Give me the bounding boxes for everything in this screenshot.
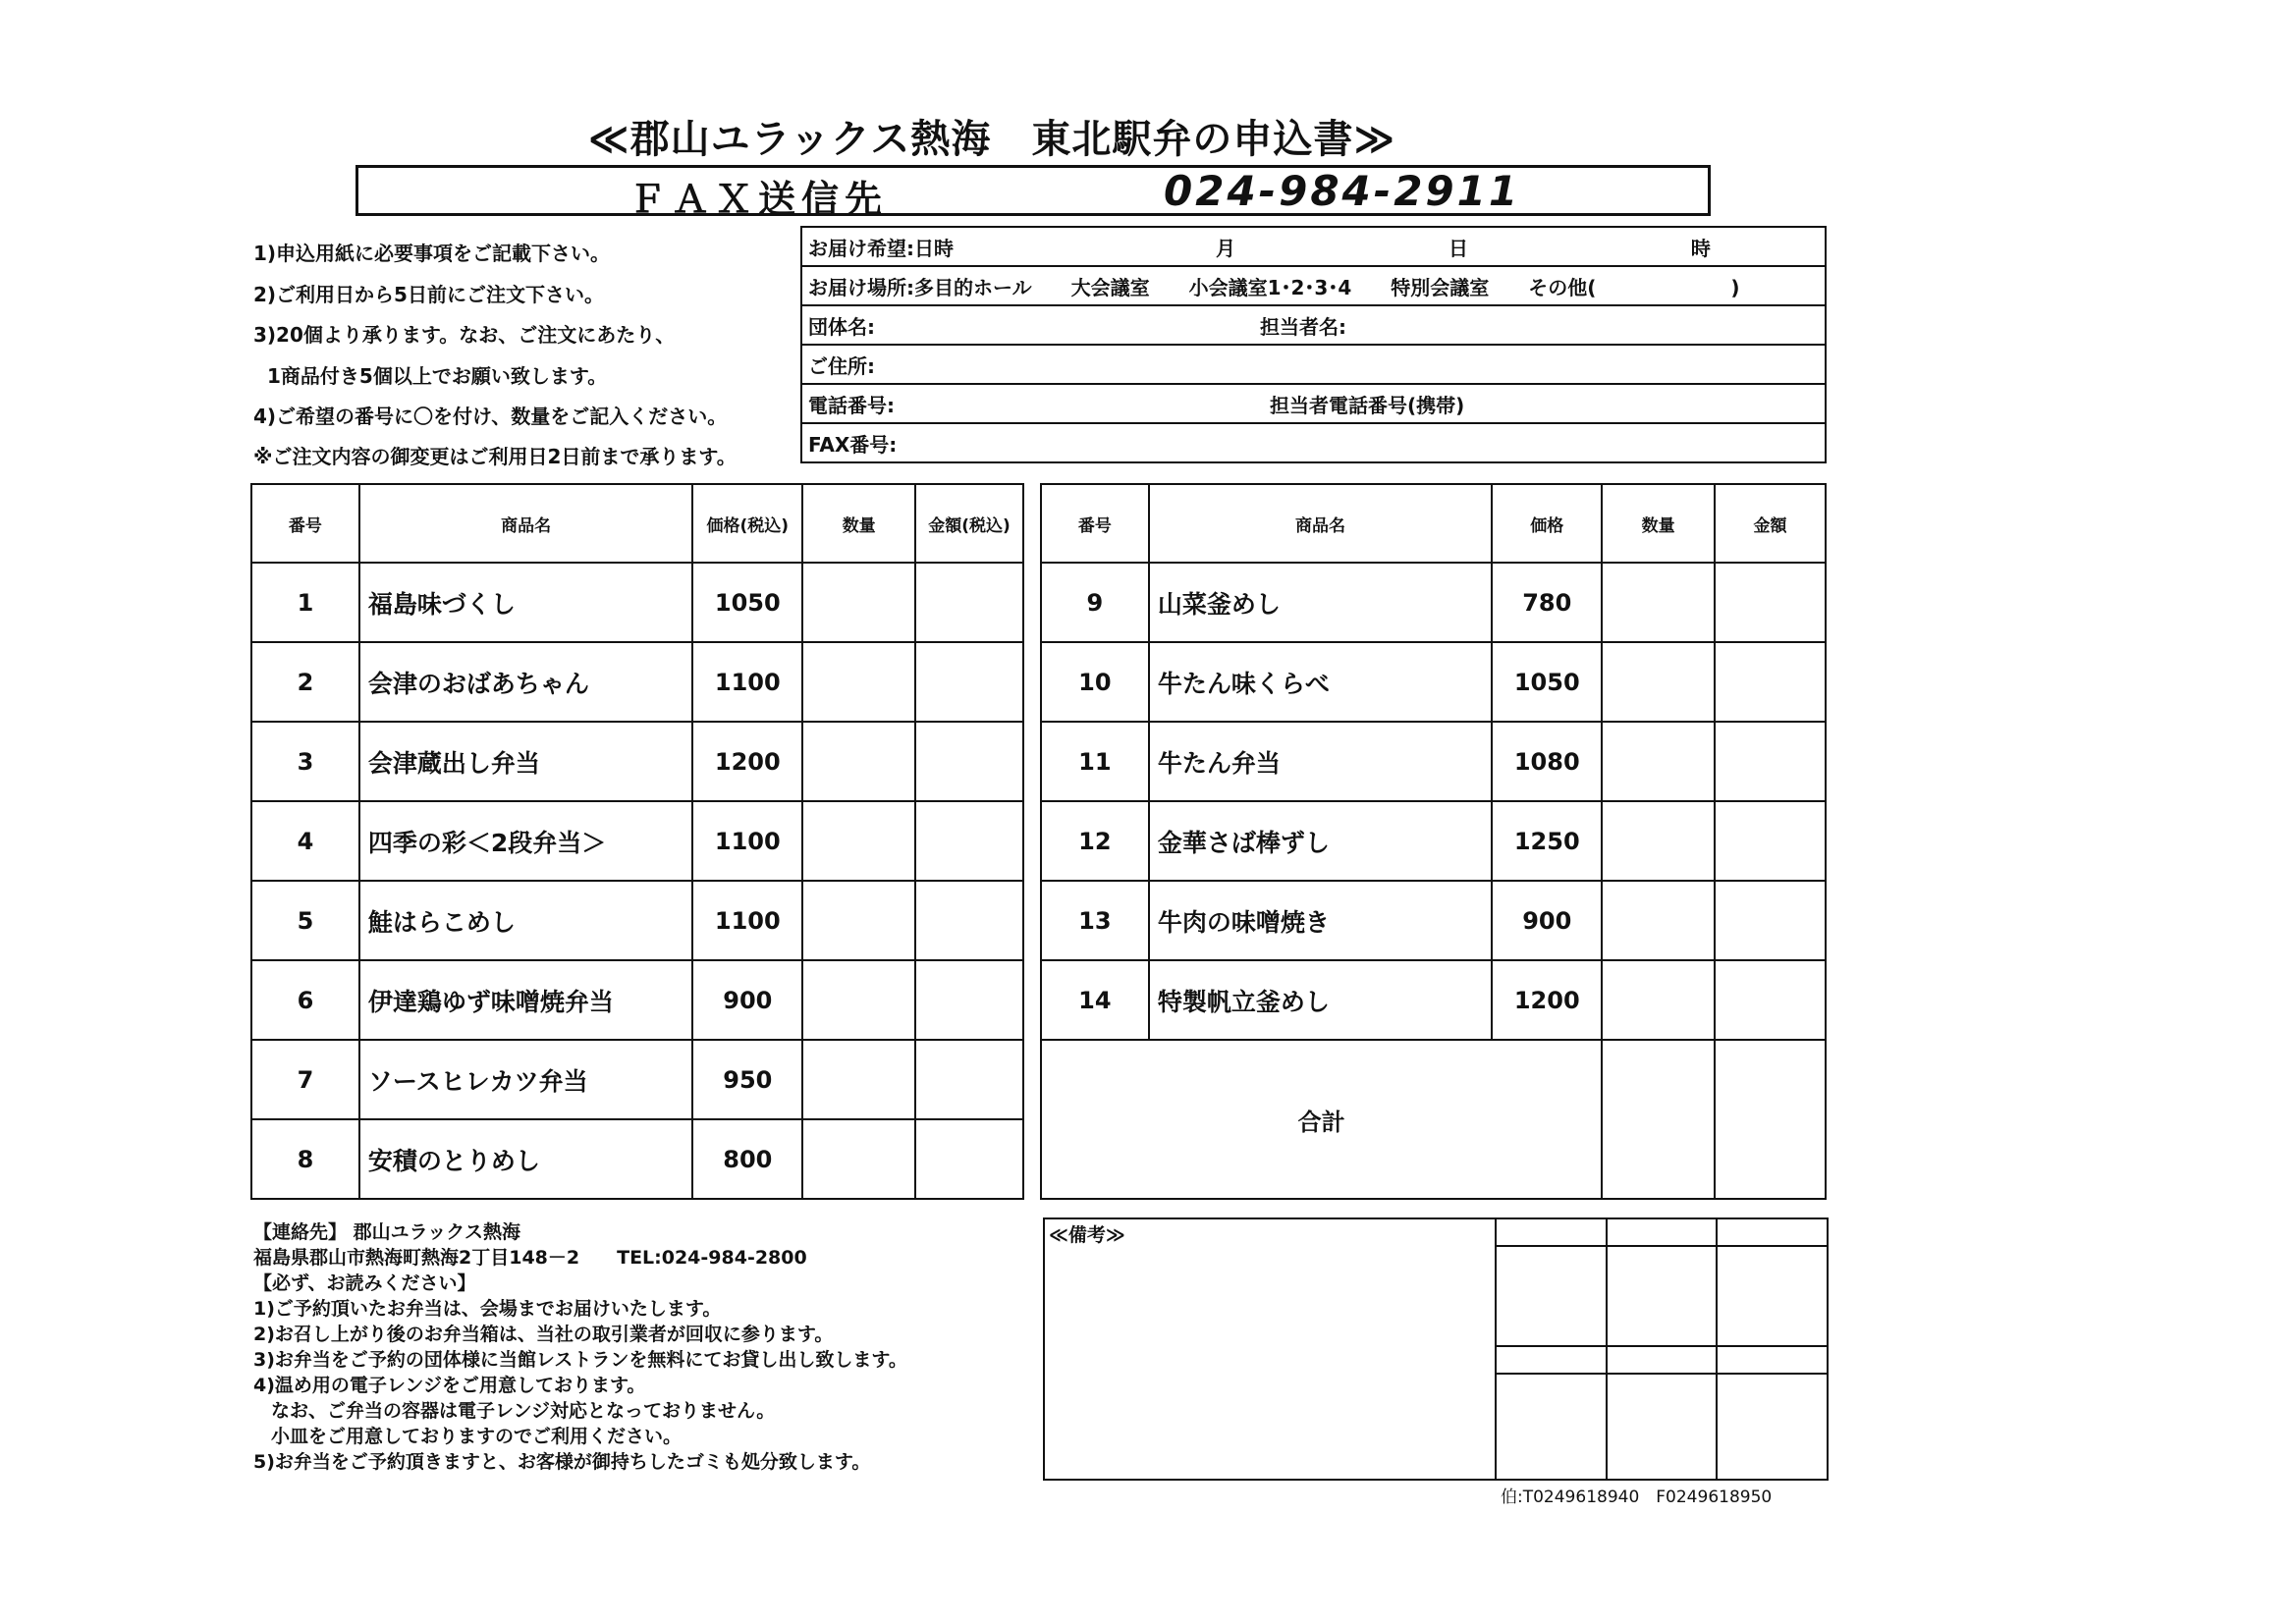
item-name: 会津のおばあちゃん [359,642,693,722]
table-gap [1023,1119,1041,1199]
address-row [801,345,1826,384]
amount-field-right[interactable] [1715,881,1826,960]
contact-line-2: 福島県郡山市熱海町熱海2丁目148－2 TEL:024-984-2800 [253,1247,807,1269]
item-no: 7 [251,1040,359,1119]
item-name-right: 金華さば棒ずし [1149,801,1492,881]
header-amount-right: 金額 [1715,484,1826,563]
amount-field-right[interactable] [1715,960,1826,1040]
table-row [251,960,1826,1040]
qty-field[interactable] [802,881,915,960]
item-price: 800 [692,1119,802,1199]
item-price-right: 900 [1492,881,1602,960]
item-no: 5 [251,881,359,960]
table-gap [1023,563,1041,642]
delivery-place-row [801,266,1826,305]
table-row [251,722,1826,801]
contact-line-4: 1)ご予約頂いたお弁当は、会場までお届けいたします。 [253,1298,722,1320]
delivery-date-row [801,227,1826,266]
fax-number-label: FAX番号: [808,432,898,457]
item-name: 福島味づくし [359,563,693,642]
table-row [251,1040,1826,1119]
delivery-place-field[interactable] [801,266,1826,305]
header-no-right: 番号 [1041,484,1149,563]
item-name: 四季の彩＜2段弁当＞ [359,801,693,881]
item-price-right: 1250 [1492,801,1602,881]
amount-field[interactable] [915,960,1023,1040]
header-qty-right: 数量 [1602,484,1715,563]
item-name-right: 山菜釜めし [1149,563,1492,642]
person-label: 担当者名: [1260,314,1346,339]
item-no: 3 [251,722,359,801]
item-no-right: 9 [1041,563,1149,642]
qty-field-right[interactable] [1602,960,1715,1040]
delivery-place-close: ) [1730,275,1740,299]
order-info-form [800,226,1827,463]
address-field[interactable] [801,345,1826,384]
amount-field-right[interactable] [1715,801,1826,881]
item-price: 1100 [692,801,802,881]
header-price-right: 価格 [1492,484,1602,563]
item-name-right: 特製帆立釜めし [1149,960,1492,1040]
fax-row [801,423,1826,462]
total-label: 合計 [1041,1040,1602,1199]
item-name-right: 牛たん弁当 [1149,722,1492,801]
amount-field[interactable] [915,1119,1023,1199]
item-price-right: 780 [1492,563,1602,642]
amount-field[interactable] [915,722,1023,801]
table-row [251,563,1826,642]
item-name-right: 牛たん味くらべ [1149,642,1492,722]
delivery-date-label: お届け希望:日時 [808,236,954,260]
amount-field[interactable] [915,1040,1023,1119]
amount-field[interactable] [915,801,1023,881]
header-price: 価格(税込) [692,484,802,563]
table-gap [1023,642,1041,722]
table-gap [1023,801,1041,881]
item-no-right: 13 [1041,881,1149,960]
amount-field[interactable] [915,563,1023,642]
qty-field-right[interactable] [1602,881,1715,960]
delivery-date-field[interactable] [801,227,1826,266]
instruction-1: 1)申込用紙に必要事項をご記載下さい。 [253,242,611,265]
contact-line-6: 3)お弁当をご予約の団体様に当館レストランを無料にてお貸し出し致します。 [253,1349,907,1371]
item-no-right: 12 [1041,801,1149,881]
contact-line-3: 【必ず、お読みください】 [253,1272,476,1294]
item-no: 6 [251,960,359,1040]
instruction-3: 3)20個より承ります。なお、ご注文にあたり、 [253,323,676,347]
item-price-right: 1080 [1492,722,1602,801]
amount-field-right[interactable] [1715,642,1826,722]
table-row [251,881,1826,960]
amount-field-right[interactable] [1715,722,1826,801]
header-amount: 金額(税込) [915,484,1023,563]
contact-line-5: 2)お召し上がり後のお弁当箱は、当社の取引業者が回収に参ります。 [253,1324,834,1345]
footer-code: 伯:T0249618940 F0249618950 [1501,1488,1773,1507]
qty-field[interactable] [802,642,915,722]
total-qty-field[interactable] [1602,1040,1715,1199]
table-row [251,801,1826,881]
item-price-right: 1050 [1492,642,1602,722]
amount-field[interactable] [915,642,1023,722]
table-gap [1023,1040,1041,1119]
contact-line-9: 小皿をご用意しておりますのでご利用ください。 [271,1426,683,1447]
item-no-right: 10 [1041,642,1149,722]
product-table [250,483,1827,1200]
table-row [251,642,1826,722]
header-no: 番号 [251,484,359,563]
qty-field-right[interactable] [1602,801,1715,881]
item-name: 会津蔵出し弁当 [359,722,693,801]
fax-field[interactable] [801,423,1826,462]
hour-label: 時 [1690,236,1711,260]
item-name: 伊達鶏ゆず味噌焼弁当 [359,960,693,1040]
qty-field-right[interactable] [1602,563,1715,642]
item-name: 鮭はらこめし [359,881,693,960]
mobile-label: 担当者電話番号(携帯) [1270,393,1465,417]
delivery-place-options: 多目的ホール 大会議室 小会議室1･2･3･4 特別会議室 その他( [914,275,1597,299]
item-no: 2 [251,642,359,722]
total-amount-field[interactable] [1715,1040,1826,1199]
qty-field[interactable] [802,801,915,881]
fax-number: 024-984-2911 [1164,167,1521,215]
contact-line-8: なお、ご弁当の容器は電子レンジ対応となっておりません。 [271,1400,776,1422]
phone-label: 電話番号: [808,393,895,417]
qty-field[interactable] [802,1119,915,1199]
delivery-place-label: お届け場所: [808,275,914,299]
amount-field-right[interactable] [1715,563,1826,642]
instruction-note: ※ご注文内容の御変更はご利用日2日前まで承ります。 [253,445,737,468]
table-gap [1023,881,1041,960]
item-price: 1050 [692,563,802,642]
qty-field-right[interactable] [1602,722,1715,801]
item-price: 1200 [692,722,802,801]
table-header-row [251,484,1826,563]
contact-line-7: 4)温め用の電子レンジをご用意しております。 [253,1375,646,1396]
qty-field[interactable] [802,960,915,1040]
fax-label: ＦＡＸ送信先 [629,178,889,221]
amount-field[interactable] [915,881,1023,960]
item-price: 1100 [692,642,802,722]
remarks-grid [1495,1217,1829,1481]
day-label: 日 [1448,236,1468,260]
item-price-right: 1200 [1492,960,1602,1040]
item-no: 4 [251,801,359,881]
page-title: ≪郡山ユラックス熱海 東北駅弁の申込書≫ [587,117,1396,162]
address-label: ご住所: [808,353,875,378]
product-rows [251,563,1826,1199]
item-price: 900 [692,960,802,1040]
table-gap [1023,960,1041,1040]
contact-line-10: 5)お弁当をご予約頂きますと、お客様が御持ちしたゴミも処分致します。 [253,1451,871,1473]
qty-field[interactable] [802,1040,915,1119]
table-gap [1023,484,1041,563]
table-gap [1023,722,1041,801]
item-no: 1 [251,563,359,642]
qty-field-right[interactable] [1602,642,1715,722]
header-name-right: 商品名 [1149,484,1492,563]
group-label: 団体名: [808,314,875,339]
item-no-right: 11 [1041,722,1149,801]
remarks-label: ≪備考≫ [1049,1224,1125,1246]
item-no: 8 [251,1119,359,1199]
contact-line-1: 【連絡先】 郡山ユラックス熱海 [253,1221,521,1243]
qty-field[interactable] [802,722,915,801]
item-no-right: 14 [1041,960,1149,1040]
phone-row [801,384,1826,423]
item-price: 1100 [692,881,802,960]
group-row [801,305,1826,345]
item-name: 安積のとりめし [359,1119,693,1199]
item-price: 950 [692,1040,802,1119]
group-field[interactable] [801,305,1826,345]
item-name: ソースヒレカツ弁当 [359,1040,693,1119]
header-name: 商品名 [359,484,693,563]
instruction-4: 4)ご希望の番号に〇を付け、数量をご記入ください。 [253,405,728,428]
instruction-3b: 1商品付き5個以上でお願い致します。 [267,364,608,388]
header-qty: 数量 [802,484,915,563]
phone-field[interactable] [801,384,1826,423]
instruction-2: 2)ご利用日から5日前にご注文下さい。 [253,283,604,306]
item-name-right: 牛肉の味噌焼き [1149,881,1492,960]
qty-field[interactable] [802,563,915,642]
month-label: 月 [1215,236,1235,260]
